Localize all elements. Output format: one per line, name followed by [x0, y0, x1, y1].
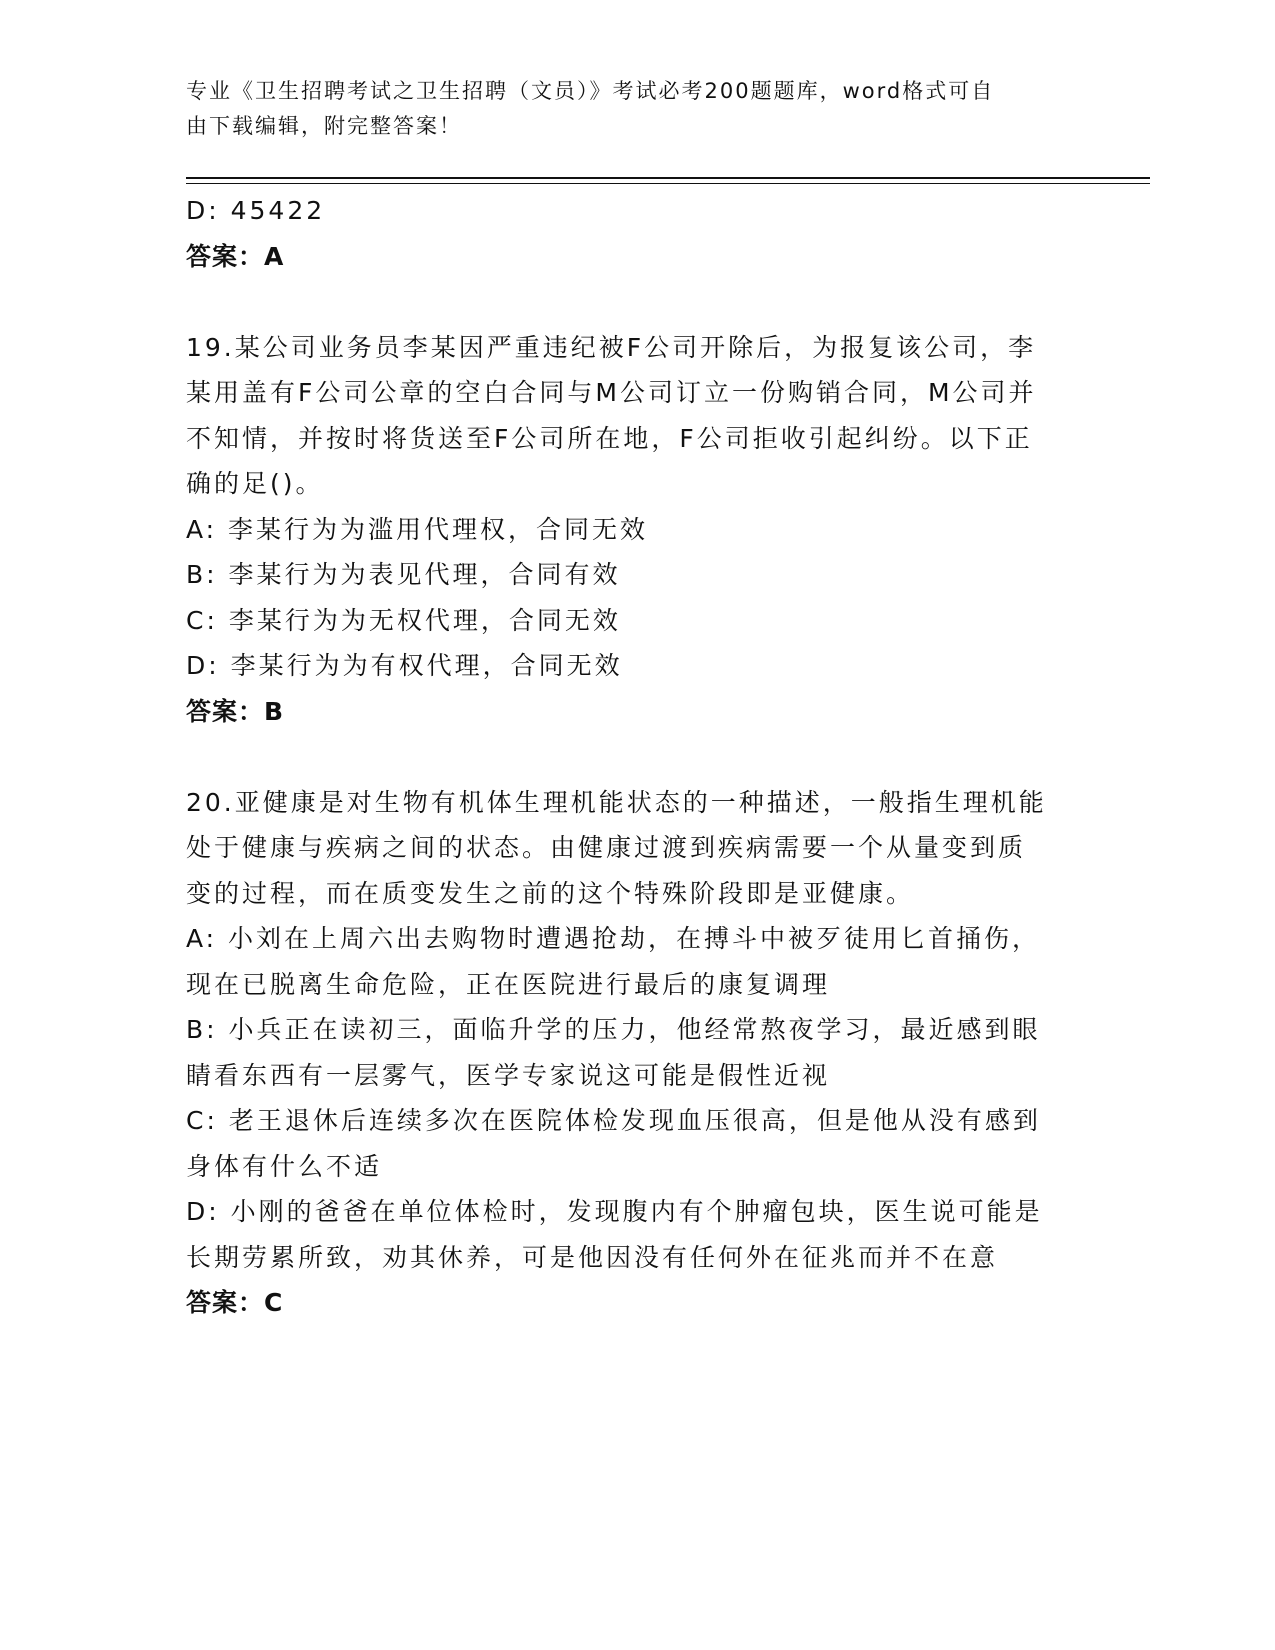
option-a: A: 李某行为为滥用代理权，合同无效: [186, 514, 649, 544]
option-d: D: 小刚的爸爸在单位体检时，发现腹内有个肿瘤包块，医生说可能是: [186, 1197, 1043, 1226]
question-stem-line: 某用盖有F公司公章的空白合同与M公司订立一份购销合同，M公司并: [186, 378, 1037, 407]
option-d-continued: 长期劳累所致，劝其休养，可是他因没有任何外在征兆而并不在意: [186, 1242, 999, 1272]
header-line: 专业《卫生招聘考试之卫生招聘（文员）》考试必考200题题库，word格式可自: [186, 79, 995, 103]
previous-question-tail: [186, 188, 1086, 279]
option-c: C: 老王退休后连续多次在医院体检发现血压很高，但是他从没有感到: [186, 1106, 1041, 1135]
option-a: A: 小刘在上周六出去购物时遭遇抢劫，在搏斗中被歹徒用匕首捅伤，: [186, 924, 1041, 953]
question-stem-line: 20.亚健康是对生物有机体生理机能状态的一种描述，一般指生理机能: [186, 787, 1047, 817]
header-line: 由下载编辑，附完整答案！: [186, 114, 462, 138]
option-d: D: 李某行为为有权代理，合同无效: [186, 651, 623, 680]
option-b: B: 李某行为为表见代理，合同有效: [186, 560, 621, 589]
question-20: [186, 780, 1086, 1326]
question-19: [186, 325, 1086, 735]
document-body: [186, 188, 1086, 1326]
spacer: [186, 279, 1086, 325]
question-stem-line: 确的足()。: [186, 469, 324, 498]
header-divider-thin: [186, 183, 1150, 184]
option-a-continued: 现在已脱离生命危险，正在医院进行最后的康复调理: [186, 969, 831, 999]
question-stem-line: 不知情，并按时将货送至F公司所在地，F公司拒收引起纠纷。以下正: [186, 423, 1033, 453]
option-c: C: 李某行为为无权代理，合同无效: [186, 605, 621, 635]
header-divider-thick: [186, 177, 1150, 179]
option-c-continued: 身体有什么不适: [186, 1151, 383, 1181]
option-b: B: 小兵正在读初三，面临升学的压力，他经常熬夜学习，最近感到眼: [186, 1015, 1041, 1044]
answer-line: 答案：A: [186, 241, 285, 271]
option-d: D: 45422: [186, 196, 326, 225]
document-header: [186, 74, 1066, 144]
question-stem-line: 处于健康与疾病之间的状态。由健康过渡到疾病需要一个从量变到质: [186, 833, 1027, 862]
question-stem-line: 变的过程，而在质变发生之前的这个特殊阶段即是亚健康。: [186, 878, 915, 908]
spacer: [186, 734, 1086, 780]
option-b-continued: 睛看东西有一层雾气，医学专家说这可能是假性近视: [186, 1060, 831, 1090]
answer-line: 答案：C: [186, 1288, 284, 1317]
question-stem-line: 19.某公司业务员李某因严重违纪被F公司开除后，为报复该公司，李: [186, 332, 1037, 362]
answer-line: 答案：B: [186, 696, 285, 726]
